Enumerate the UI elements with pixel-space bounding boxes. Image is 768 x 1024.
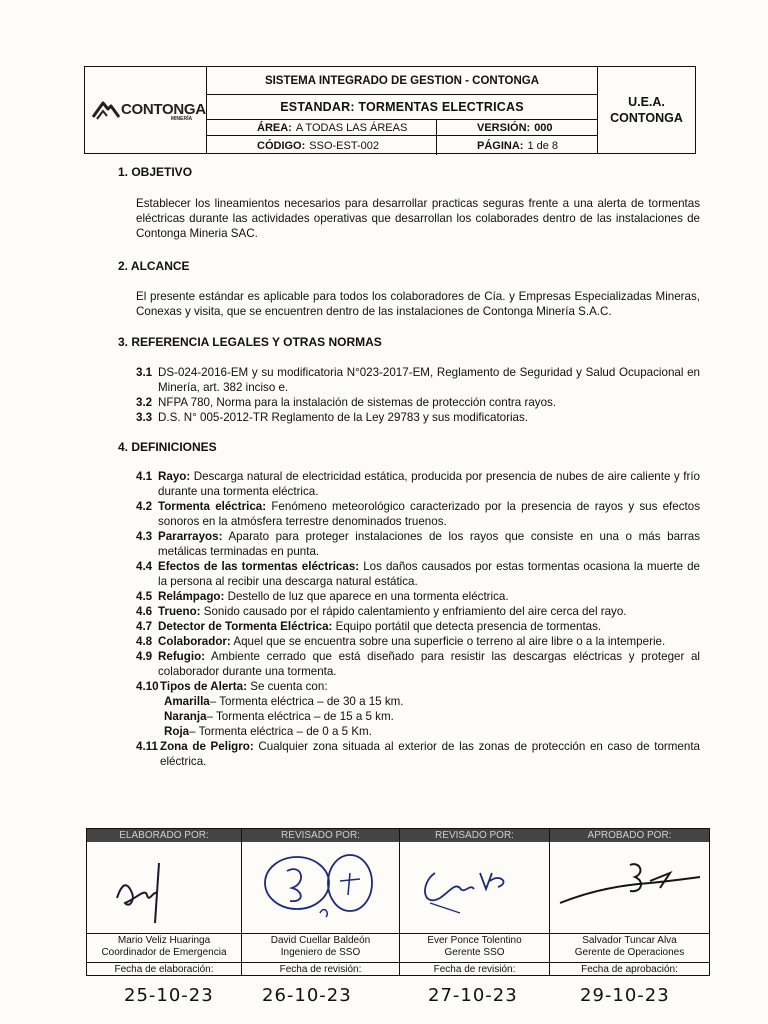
section-objetivo-text: Establecer los lineamientos necesarios para desarrollar practicas seguras frente a una alerta de tormentas eléctricas durante las actividades operativas que desarrollan los colaborades dentro de las instalaciones de Contonga Mineria SAC. xyxy=(136,197,700,240)
logo-text: CONTONGA xyxy=(121,100,206,118)
date-label: Fecha de revisión: xyxy=(242,962,399,978)
unit-cell xyxy=(597,67,695,153)
list-item xyxy=(136,634,700,649)
alert-text: – Tormenta eléctrica – de 30 a 15 km. xyxy=(209,695,404,708)
signature-head: REVISADO POR: xyxy=(242,829,399,842)
item-text: Fenómeno meteorológico caracterizado por la presencia de rayos y sus efectos sonoros en la atmósfera terrestre denominados truenos. xyxy=(158,500,700,528)
code-page-row xyxy=(207,136,597,155)
signature-head: REVISADO POR: xyxy=(400,829,549,842)
logo-subtitle: MINERÍA xyxy=(171,116,193,122)
signature-table xyxy=(86,828,710,976)
item-text: Se cuenta con: xyxy=(246,680,328,693)
mountain-logo-icon xyxy=(91,97,121,121)
alert-text: – Tormenta eléctrica – de 15 a 5 km. xyxy=(206,710,394,723)
item-text: Aparato para proteger instalaciones de los rayos que consiste en una o más barras metálicas terminadas en punta. xyxy=(158,530,700,558)
signature-mark xyxy=(242,843,400,933)
item-text: Ambiente cerrado que está diseñado para resistir las descargas eléctricas y proteger al colaborador durante una tormenta. xyxy=(158,650,700,678)
signature-column xyxy=(87,829,242,975)
page-value: 1 de 8 xyxy=(527,139,559,152)
item-number: 4.9 xyxy=(136,650,153,663)
signature-head: APROBADO POR: xyxy=(550,829,709,842)
item-text: Equipo portátil que detecta presencia de tormentas. xyxy=(332,620,602,633)
signatory-role: Coordinador de Emergencia xyxy=(101,947,227,958)
list-item xyxy=(136,395,700,410)
alert-color: Roja xyxy=(164,725,190,738)
signatory-role: Gerente SSO xyxy=(444,947,505,958)
item-number: 4.10 xyxy=(136,680,159,693)
list-item xyxy=(136,739,700,769)
item-text: NFPA 780, Norma para la instalación de sistemas de protección contra rayos. xyxy=(158,396,557,409)
document-header-table xyxy=(84,66,696,154)
item-number: 4.4 xyxy=(136,560,153,573)
item-text: DS-024-2016-EM y su modificatoria N°023-2017-EM, Reglamento de Seguridad y Salud Ocupacional en Minería, art. 382 inciso e. xyxy=(158,366,700,394)
item-term: Trueno: xyxy=(158,605,201,618)
section-referencia-title: 3. REFERENCIA LEGALES Y OTRAS NORMAS xyxy=(118,335,382,349)
section-definiciones-title: 4. DEFINICIONES xyxy=(118,440,217,454)
referencia-list xyxy=(136,365,700,425)
code-value: SSO-EST-002 xyxy=(309,139,379,152)
item-term: Refugio: xyxy=(158,650,206,663)
version-value: 000 xyxy=(534,121,553,134)
item-text: Los daños causados por estas tormentas ocasiona la muerte de la persona al recibir una descarga natural estática. xyxy=(158,560,700,588)
list-item xyxy=(136,619,700,634)
unit-line2: CONTONGA xyxy=(610,111,683,125)
section-alcance-text: El presente estándar es aplicable para todos los colaboradores de Cía. y Empresas Especializadas Mineras, Conexas y visita, que se encuentren dentro de las instalaciones de Contonga Minería S.A.C. xyxy=(136,290,700,318)
item-number: 3.1 xyxy=(136,366,153,379)
signatory-name: David Cuellar Baldeón xyxy=(270,935,371,946)
page-label: PÁGINA: xyxy=(477,139,524,152)
standard-title: ESTANDAR: TORMENTAS ELECTRICAS xyxy=(207,95,597,120)
signature-column xyxy=(400,829,550,975)
alert-text: – Tormenta eléctrica – de 0 a 5 Km. xyxy=(189,725,372,738)
item-number: 4.8 xyxy=(136,635,153,648)
signatory-role: Ingeniero de SSO xyxy=(280,947,361,958)
version-label: VERSIÓN: xyxy=(477,121,531,134)
signature-head: ELABORADO POR: xyxy=(87,829,241,842)
item-term: Relámpago: xyxy=(158,590,225,603)
item-number: 4.3 xyxy=(136,530,153,543)
item-text: Aquel que se encuentra sobre una superficie o terreno al aire libre o a la intemperie. xyxy=(230,635,666,648)
date-label: Fecha de elaboración: xyxy=(87,962,241,978)
document-body xyxy=(118,165,700,769)
list-item xyxy=(136,559,700,589)
header-middle xyxy=(207,67,597,153)
list-item xyxy=(136,589,700,604)
item-number: 4.5 xyxy=(136,590,153,603)
list-item xyxy=(136,649,700,679)
item-number: 4.2 xyxy=(136,500,153,513)
item-number: 4.7 xyxy=(136,620,153,633)
alert-item xyxy=(164,724,700,739)
date-label: Fecha de aprobación: xyxy=(550,962,709,978)
alert-item xyxy=(164,709,700,724)
alert-item xyxy=(164,694,700,709)
list-item xyxy=(136,529,700,559)
signatory-role: Gerente de Operaciones xyxy=(574,947,685,958)
alert-color: Amarilla xyxy=(164,695,210,708)
date-label: Fecha de revisión: xyxy=(400,962,549,978)
item-text: Descarga natural de electricidad estática, producida por presencia de nubes de aire caliente y frío durante una tormenta eléctrica. xyxy=(158,470,700,498)
item-text: D.S. N° 005-2012-TR Reglamento de la Ley 29783 y sus modificatorias. xyxy=(158,411,529,424)
item-term: Pararrayos: xyxy=(158,530,223,543)
signature-mark xyxy=(87,843,242,933)
item-text: Destello de luz que aparece en una tormenta eléctrica. xyxy=(224,590,509,603)
handwritten-date: 25-10-23 xyxy=(124,985,214,1006)
signatory-name: Mario Veliz Huaringa xyxy=(117,935,211,946)
signatory-name: Ever Ponce Tolentino xyxy=(427,935,522,946)
system-title: SISTEMA INTEGRADO DE GESTION - CONTONGA xyxy=(207,67,597,95)
item-term: Detector de Tormenta Eléctrica: xyxy=(158,620,333,633)
area-value: A TODAS LAS ÁREAS xyxy=(295,121,408,134)
list-item xyxy=(136,469,700,499)
item-term: Colaborador: xyxy=(158,635,231,648)
signature-mark xyxy=(400,843,550,933)
area-label: ÁREA: xyxy=(257,121,292,134)
handwritten-date: 26-10-23 xyxy=(262,985,352,1006)
item-number: 4.6 xyxy=(136,605,153,618)
logo-cell xyxy=(85,67,207,153)
item-term: Efectos de las tormentas eléctricas: xyxy=(158,560,360,573)
signatory-name: Salvador Tuncar Alva xyxy=(582,935,677,946)
item-number: 4.1 xyxy=(136,470,153,483)
item-text: Cualquier zona situada al exterior de las zonas de protección en caso de tormenta eléctrica. xyxy=(160,740,700,768)
handwritten-date: 27-10-23 xyxy=(428,985,518,1006)
handwritten-date: 29-10-23 xyxy=(580,985,670,1006)
item-number: 3.3 xyxy=(136,411,153,424)
item-number: 4.11 xyxy=(136,740,158,753)
alert-color: Naranja xyxy=(164,710,207,723)
item-number: 3.2 xyxy=(136,396,153,409)
item-term: Tipos de Alerta: xyxy=(160,680,247,693)
list-item xyxy=(136,410,700,425)
signature-mark xyxy=(550,843,708,933)
list-item xyxy=(136,679,700,694)
list-item xyxy=(136,365,700,395)
item-text: Sonido causado por el rápido calentamiento y enfriamiento del aire cerca del rayo. xyxy=(200,605,627,618)
signature-column xyxy=(242,829,400,975)
signature-column xyxy=(550,829,709,975)
list-item xyxy=(136,604,700,619)
section-alcance-title: 2. ALCANCE xyxy=(118,259,190,273)
area-version-row xyxy=(207,120,597,136)
unit-line1: U.E.A. xyxy=(628,95,665,109)
section-objetivo-title: 1. OBJETIVO xyxy=(118,165,193,179)
item-term: Zona de Peligro: xyxy=(160,740,254,753)
code-label: CÓDIGO: xyxy=(257,139,306,152)
alert-types-list xyxy=(164,694,700,739)
list-item xyxy=(136,499,700,529)
item-term: Rayo: xyxy=(158,470,191,483)
definiciones-list xyxy=(136,469,700,679)
item-term: Tormenta eléctrica: xyxy=(158,500,267,513)
